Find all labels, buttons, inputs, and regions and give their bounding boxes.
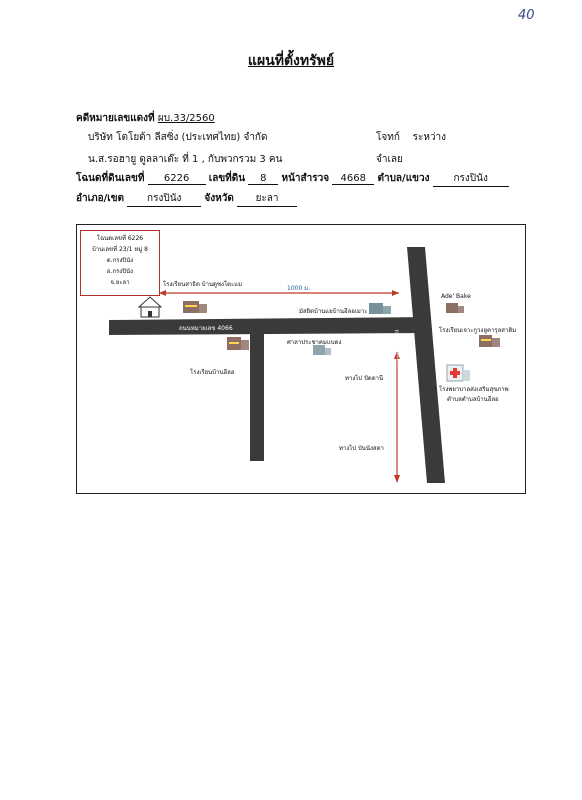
to-bannang-sata-label: ทางไป บันนังสตา bbox=[339, 445, 384, 452]
deed-number: 6226 bbox=[148, 173, 206, 185]
province-label: จังหวัด bbox=[204, 193, 234, 204]
school-east-icon bbox=[479, 335, 500, 347]
arrow-head-left-icon bbox=[159, 290, 166, 296]
road-4066 bbox=[109, 317, 431, 335]
subdistrict-label: ตำบล/แขวง bbox=[377, 173, 430, 184]
road-410-label: ถนนหมายเลข 410 bbox=[393, 329, 404, 380]
main-road-vertical bbox=[407, 247, 445, 483]
case-line bbox=[76, 111, 215, 126]
school-south-icon bbox=[227, 337, 249, 350]
road-4066-label: ถนนหมายเลข 4066 bbox=[179, 325, 233, 332]
page-title: แผนที่ตั้งทรัพย์ bbox=[247, 53, 335, 69]
distance-label: 1000 ม. bbox=[287, 285, 311, 292]
survey-label: หน้าสำรวจ bbox=[281, 173, 330, 184]
plaintiff-name: บริษัท โตโยต้า ลีสซิ่ง (ประเทศไทย) จำกัด bbox=[88, 132, 268, 143]
survey-number: 4668 bbox=[332, 173, 374, 185]
to-pattani-label: ทางไป ปัตตานี bbox=[345, 375, 384, 382]
defendant-name: น.ส.รอฮายู ดูลลาเต๊ะ ที่ 1 , กับพวกรวม 3 คน bbox=[88, 154, 283, 165]
arrow-head-down-icon bbox=[394, 475, 400, 483]
info-line: โฉนดเลขที่ 6226 bbox=[96, 235, 144, 242]
land-number: 8 bbox=[248, 173, 278, 185]
hospital-icon bbox=[447, 365, 470, 381]
district-line bbox=[76, 191, 297, 207]
info-line: บ้านเลขที่ 23/1 หมู่ 8 bbox=[92, 246, 148, 253]
info-line: อ.กรงปินัง bbox=[106, 268, 134, 275]
deed-label: โฉนดที่ดินเลขที่ bbox=[76, 173, 145, 184]
house-icon bbox=[139, 297, 161, 317]
mosque-icon bbox=[369, 303, 391, 314]
subdistrict-value: กรงปินัง bbox=[433, 171, 509, 187]
property-info-box bbox=[80, 230, 160, 296]
defendant-role: จำเลย bbox=[376, 154, 403, 165]
land-label: เลขที่ดิน bbox=[208, 173, 246, 184]
school-south-label: โรงเรียนบ้านอีลอ bbox=[190, 369, 235, 376]
hospital-label-2: ตำบลตำบลบ้านอีลอ bbox=[447, 396, 499, 403]
deed-line bbox=[76, 171, 509, 187]
shrine-label: ศาลาประชาคมแบดง bbox=[287, 339, 342, 346]
school-north-label: โรงเรียนสาธิต บ้านดูซงโตะแม bbox=[163, 281, 243, 288]
location-map bbox=[76, 224, 526, 494]
between-label: ระหว่าง bbox=[412, 132, 447, 143]
info-line: ต.กรงปินัง bbox=[106, 257, 134, 264]
district-label: อำเภอ/เขต bbox=[76, 193, 125, 204]
school-north-icon bbox=[183, 301, 207, 313]
plaintiff-role-label: โจทก์ bbox=[376, 132, 400, 143]
ade-bake-icon bbox=[446, 303, 464, 313]
arrow-head-right-icon bbox=[392, 290, 399, 296]
mosque-label: มัสยิดบ้านแยบ้านอีลอเมาะ bbox=[299, 308, 368, 315]
ade-bake-label: Ade' Bake bbox=[441, 293, 471, 300]
hospital-label-1: โรงพยาบาลส่งเสริมสุขภาพ bbox=[439, 386, 509, 393]
side-road bbox=[250, 333, 264, 461]
plaintiff-role bbox=[376, 130, 446, 145]
district-value: กรงปินัง bbox=[127, 191, 201, 207]
case-label: คดีหมายเลขแดงที่ bbox=[76, 113, 155, 124]
school-east-label: โรงเรียนเจาะกูวงฮูคารุลสาติม bbox=[439, 327, 517, 334]
province-value: ยะลา bbox=[237, 191, 297, 207]
info-line: จ.ยะลา bbox=[110, 279, 130, 286]
case-number: ผบ.33/2560 bbox=[157, 113, 215, 124]
page-number: 40 bbox=[518, 8, 535, 23]
